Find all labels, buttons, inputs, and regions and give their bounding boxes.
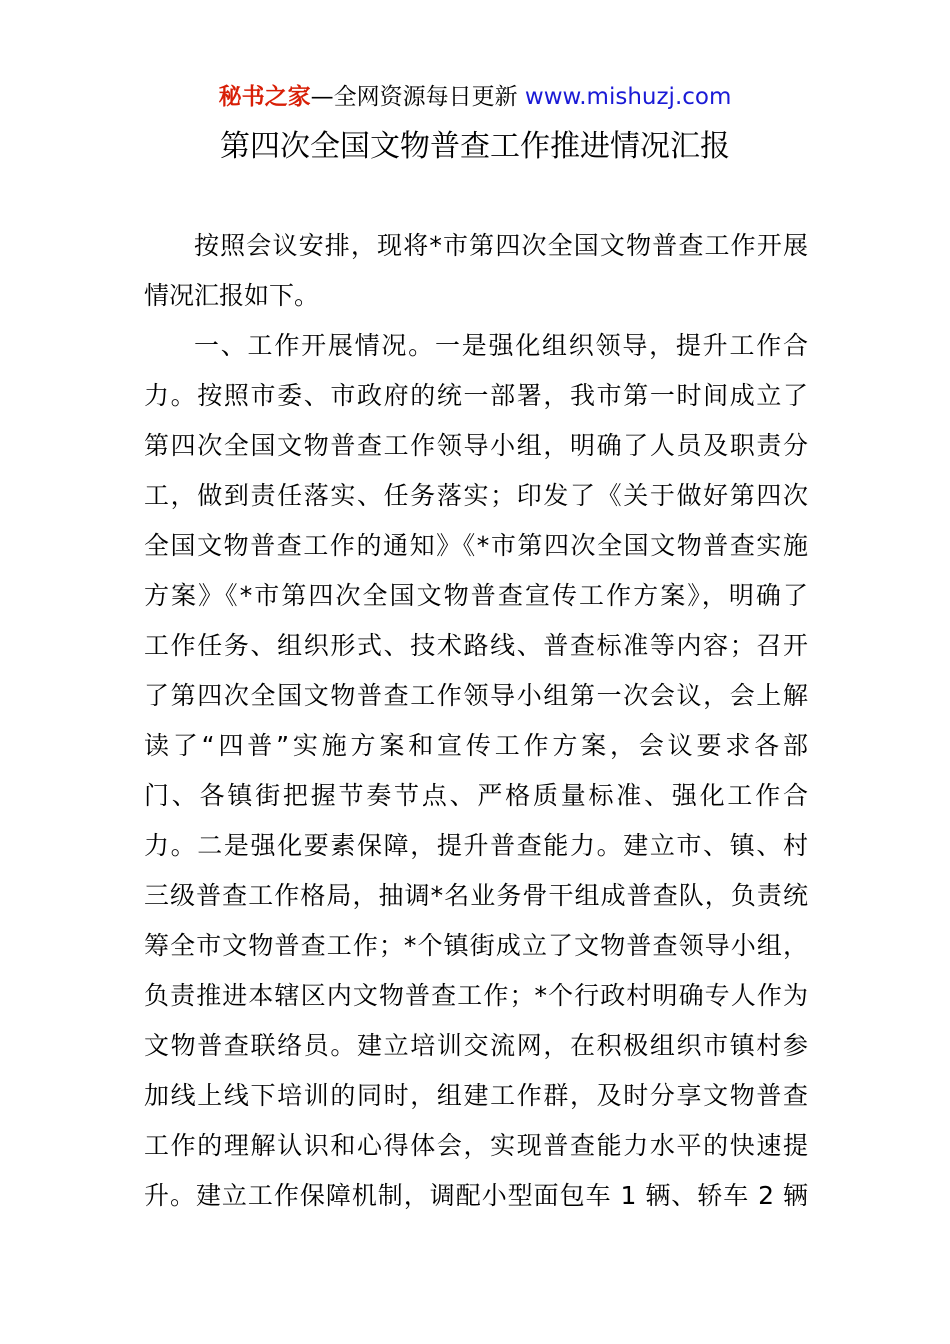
body-line: 工，做到责任落实、任务落实；印发了《关于做好第四次	[144, 481, 808, 510]
body-line: 三级普查工作格局，抽调*名业务骨干组成普查队，负责统	[144, 881, 808, 910]
body-line: 工作的理解认识和心得体会，实现普查能力水平的快速提	[144, 1131, 808, 1160]
body-line: 加线上线下培训的同时，组建工作群，及时分享文物普查	[144, 1081, 808, 1110]
body-line: 一、工作开展情况。一是强化组织领导，提升工作合	[194, 331, 808, 360]
body-line: 方案》《*市第四次全国文物普查宣传工作方案》，明确了	[144, 581, 808, 610]
body-line: 门、各镇街把握节奏节点、严格质量标准、强化工作合	[144, 781, 808, 810]
body-line: 读了“四普”实施方案和宣传工作方案，会议要求各部	[144, 731, 808, 760]
site-tagline: —全网资源每日更新	[310, 84, 518, 110]
body-line: 筹全市文物普查工作；*个镇街成立了文物普查领导小组，	[144, 931, 808, 960]
body-line: 力。按照市委、市政府的统一部署，我市第一时间成立了	[144, 381, 808, 410]
site-brand: 秘书之家	[218, 84, 311, 110]
body-line: 升。建立工作保障机制，调配小型面包车 1 辆、轿车 2 辆	[144, 1181, 808, 1210]
body-line: 文物普查联络员。建立培训交流网，在积极组织市镇村参	[144, 1031, 808, 1060]
body-line: 全国文物普查工作的通知》《*市第四次全国文物普查实施	[144, 531, 808, 560]
document-title: 第四次全国文物普查工作推进情况汇报	[220, 129, 730, 164]
body-line: 工作任务、组织形式、技术路线、普查标准等内容；召开	[144, 631, 808, 660]
body-line: 了第四次全国文物普查工作领导小组第一次会议，会上解	[144, 681, 808, 710]
body-line: 按照会议安排，现将*市第四次全国文物普查工作开展	[194, 231, 808, 260]
body-line: 负责推进本辖区内文物普查工作；*个行政村明确专人作为	[144, 981, 808, 1010]
site-header	[0, 80, 950, 114]
site-url-link[interactable]: www.mishuzj.com	[524, 84, 732, 110]
body-line: 情况汇报如下。	[144, 281, 320, 310]
body-line: 第四次全国文物普查工作领导小组，明确了人员及职责分	[144, 431, 808, 460]
body-line: 力。二是强化要素保障，提升普查能力。建立市、镇、村	[144, 831, 808, 860]
